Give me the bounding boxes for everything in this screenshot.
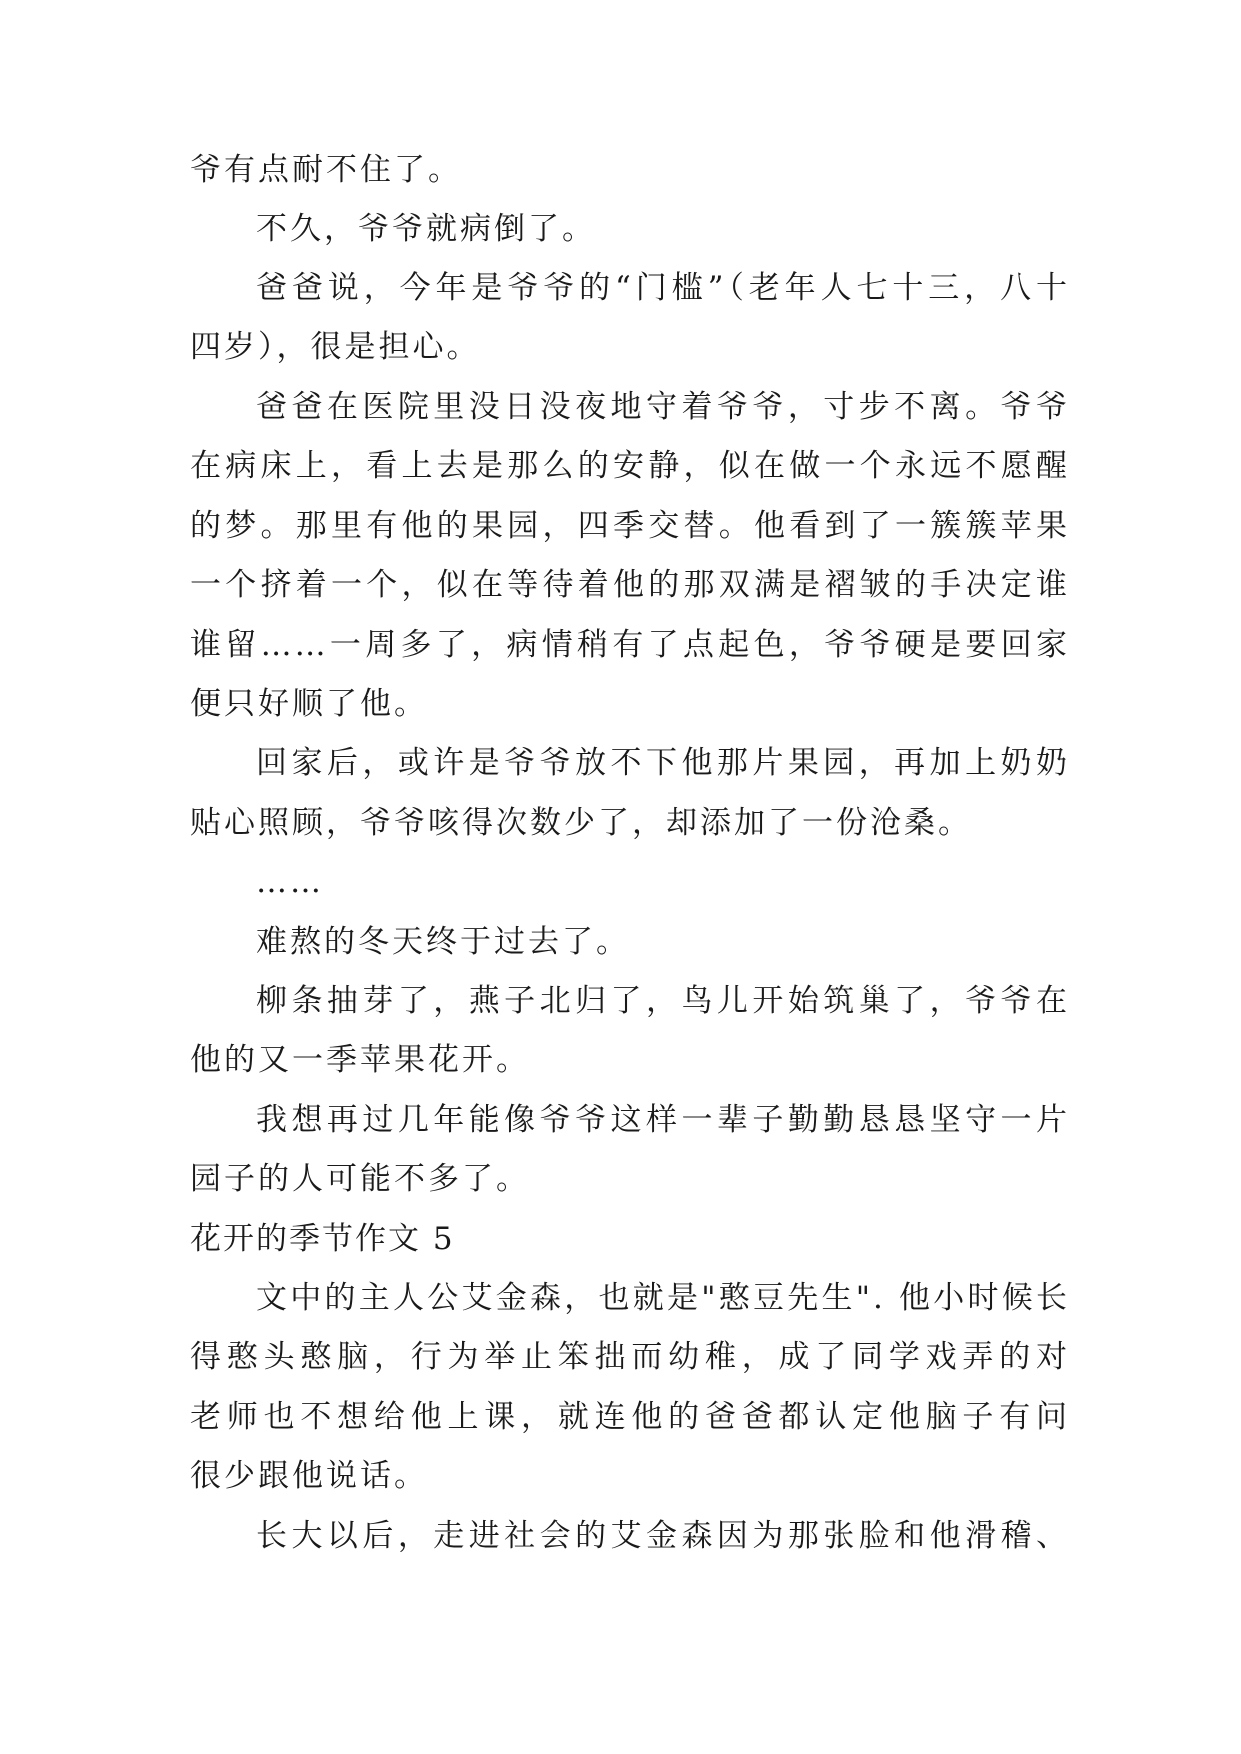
text-line: 在病床上，看上去是那么的安静，似在做一个永远不愿醒 [190, 448, 1070, 484]
text-line: 便只好顺了他。 [190, 686, 428, 722]
text-line: 的梦。那里有他的果园，四季交替。他看到了一簇簇苹果 [190, 508, 1070, 544]
text-line: 四岁），很是担心。 [190, 329, 481, 365]
text-line: 得憨头憨脑，行为举止笨拙而幼稚，成了同学戏弄的对 [190, 1339, 1070, 1375]
text-line: 他的又一季苹果花开。 [190, 1042, 530, 1078]
text-line: 老师也不想给他上课，就连他的爸爸都认定他脑子有问 [190, 1399, 1070, 1435]
text-line: 爸爸在医院里没日没夜地守着爷爷，寸步不离。爷爷 [256, 389, 1070, 425]
text-line: 柳条抽芽了，燕子北归了，鸟儿开始筑巢了，爷爷在 [256, 983, 1070, 1019]
ellipsis-line: …… [256, 864, 324, 900]
text-line: 文中的主人公艾金森，也就是"憨豆先生". 他小时候长 [256, 1280, 1070, 1316]
section-heading: 花开的季节作文 5 [190, 1221, 455, 1257]
text-line: 长大以后，走进社会的艾金森因为那张脸和他滑稽、 [256, 1518, 1070, 1554]
text-line: 园子的人可能不多了。 [190, 1161, 530, 1197]
text-line: 我想再过几年能像爷爷这样一辈子勤勤恳恳坚守一片 [256, 1102, 1070, 1138]
text-line: 爷有点耐不住了。 [190, 152, 462, 188]
text-line: 贴心照顾，爷爷咳得次数少了，却添加了一份沧桑。 [190, 805, 972, 841]
text-line: 不久，爷爷就病倒了。 [256, 211, 596, 247]
text-line: 很少跟他说话。 [190, 1458, 428, 1494]
text-line: 难熬的冬天终于过去了。 [256, 924, 630, 960]
text-line: 回家后，或许是爷爷放不下他那片果园，再加上奶奶 [256, 745, 1070, 781]
text-line: 谁留……一周多了，病情稍有了点起色，爷爷硬是要回家 [190, 627, 1070, 663]
text-line: 爸爸说，今年是爷爷的“门槛”（老年人七十三，八十 [256, 270, 1070, 306]
text-line: 一个挤着一个，似在等待着他的那双满是褶皱的手决定谁 [190, 567, 1070, 603]
